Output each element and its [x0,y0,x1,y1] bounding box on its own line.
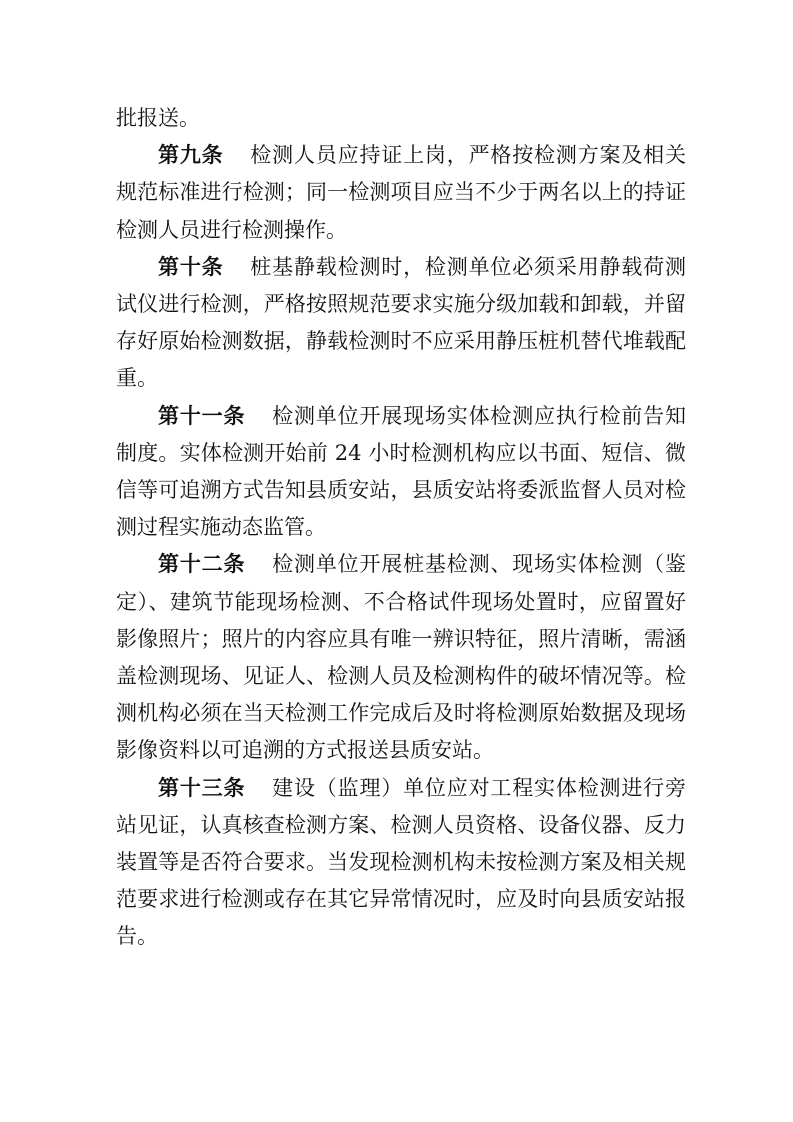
article-11 [116,398,686,547]
article-heading: 第十条 [158,254,224,279]
article-13 [116,770,686,956]
article-heading: 第十三条 [158,775,246,800]
article-heading: 第十一条 [158,403,246,428]
article-12 [116,546,686,769]
document-body [116,100,686,956]
article-heading: 第九条 [158,143,224,168]
intro-paragraph: 批报送。 [116,106,200,130]
article-9 [116,137,686,249]
article-text: 建设（监理）单位应对工程实体检测进行旁站见证，认真核查检测方案、检测人员资格、设备仪器、反力装置等是否符合要求。当发现检测机构未按检测方案及相关规范要求进行检测或存在其它异常情况时，应及时向县质安站报告。 [116,775,687,949]
article-text: 桩基静载检测时，检测单位必须采用静载荷测试仪进行检测，严格按照规范要求实施分级加载和卸载，并留存好原始检测数据，静载检测时不应采用静压桩机替代堆载配重。 [116,254,687,391]
article-text: 检测人员应持证上岗，严格按检测方案及相关规范标准进行检测；同一检测项目应当不少于两名以上的持证检测人员进行检测操作。 [116,143,687,242]
article-heading: 第十二条 [158,552,246,577]
article-text: 检测单位开展桩基检测、现场实体检测（鉴定）、建筑节能现场检测、不合格试件现场处置时，应留置好影像照片；照片的内容应具有唯一辨识特征，照片清晰，需涵盖检测现场、见证人、检测人员及检测构件的破坏情况等。检测机构必须在当天检测工作完成后及时将检测原始数据及现场影像资料以可追溯的方式报送县质安站。 [116,552,687,763]
article-text: 检测单位开展现场实体检测应执行检前告知制度。实体检测开始前 24 小时检测机构应以书面、短信、微信等可追溯方式告知县质安站，县质安站将委派监督人员对检测过程实施动态监管。 [116,403,687,540]
article-10 [116,249,686,398]
